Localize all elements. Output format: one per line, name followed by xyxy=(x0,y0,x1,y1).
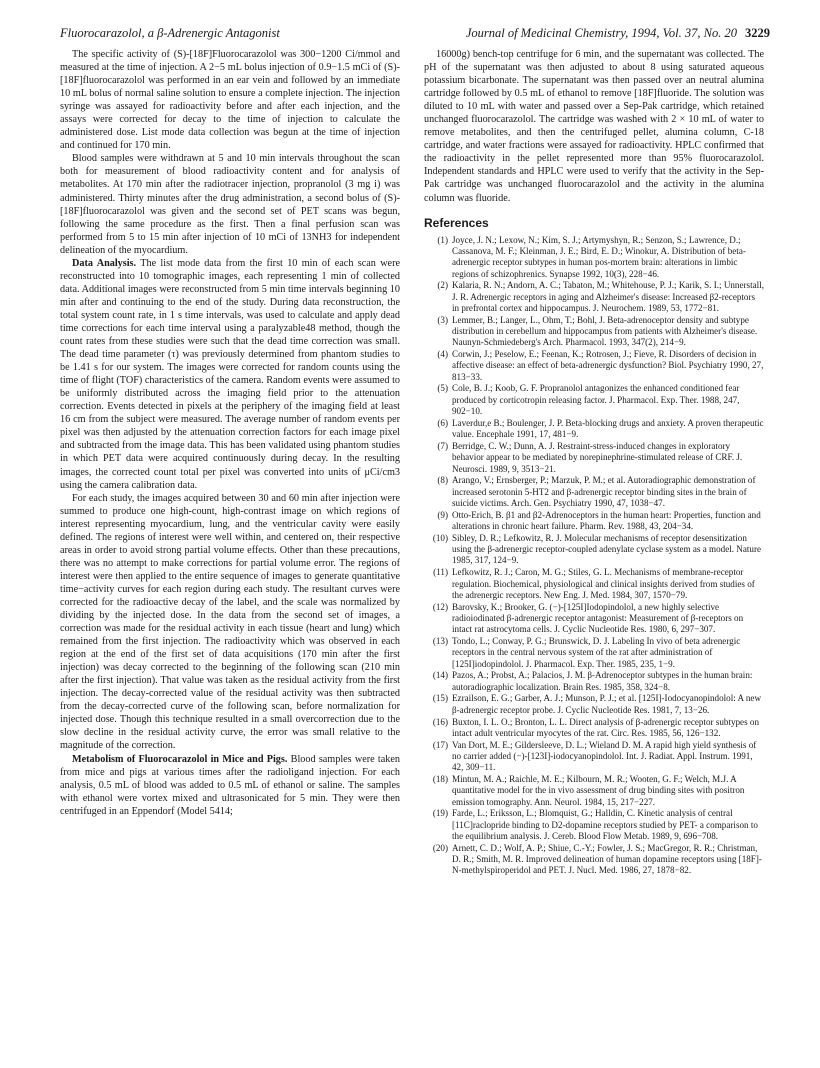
reference-text: Lemmer, B.; Langer, L., Ohm, T.; Bohl, J. Beta-adrenoceptor density and subtype distribution in cerebellum and hippocampus from patients with Alzheimer's disease. Naunyn-Schmiedeberg's Arch. Pharmacol. 1993, 347(2), 214−9. xyxy=(452,314,758,348)
reference-text: Cole, B. J.; Koob, G. F. Propranolol antagonizes the enhanced conditioned fear produced by corticotropin releasing factor. J. Pharmacol. Exp. Ther. 1988, 247, 902−10. xyxy=(452,383,740,417)
reference-item xyxy=(424,602,764,636)
reference-item xyxy=(424,567,764,601)
reference-number: (12) xyxy=(432,601,448,612)
reference-number: (3) xyxy=(437,314,448,325)
body-paragraph: The specific activity of (S)-[18F]Fluorocarazolol was 300−1200 Ci/mmol and measured at the time of injection. A 2−5 mL bolus injection of 0.9−1.5 mCi of (S)-[18F]fluorocarazolol was performed in an ear vein and followed by an immediate 10 mL bolus of normal saline solution to ensure a complete injection. The injection syringe was assayed for radioactivity before and after each injection, and the assays were corrected for decay to the time of injection to calculate the administered dose. List mode data collection was begun at the time of injection and continued for 170 min. xyxy=(60,49,400,152)
reference-text: Lefkowitz, R. J.; Caron, M. G.; Stiles, G. L. Mechanisms of membrane-receptor regulation. Biochemical, physiological and clinical insights derived from studies of the adrenergic receptors. New Eng. J. Med. 1984, 307, 1570−79. xyxy=(452,567,755,600)
body-paragraph: For each study, the images acquired between 30 and 60 min after injection were summed to produce one high-count, high-contrast image on which regions of interest representing myocardium, lung, and the ventricular cavity were easily defined. The regions of interest were well within, and centered on, their respective areas in order to avoid strong partial volume effects. Other than these precautions, there was no attempt to make corrections for partial volume error. The regions of interest were then applied to the entire sequence of images to generate quantitative time−activity curves for each region during each study. The resultant curves were corrected for the radioactive decay of the label, and the scale was normalized by dividing by the injected dose. In the data from the second set of images, a correction was made for the residual activity in each tissue (heart and lung) which remained from the first injection. The radioactivity which was observed in each region at the end of the first set of data acquisitions (170 min after the first injection) was decay corrected to the beginning of the following scan (210 min after the first injection). That value was taken as the residual activity from the first injection. The decay-corrected value of the residual activity was then subtracted from the decay-corrected curve of the following scan, before normalization for injected dose. Though this technique resulted in a small overcorrection due to the slow decline in the residual activity curve, the error was small relative to the magnitude of the correction. xyxy=(60,492,400,752)
left-column xyxy=(60,48,400,818)
reference-number: (8) xyxy=(437,475,448,486)
reference-text: Tondo, L.; Conway, P. G.; Brunswick, D. J. Labeling In vivo of beta adrenergic receptors in the central nervous system of the rat after administration of [125I]iodopindolol. J. Pharmacol. Exp. Ther. 1985, 235, 1−9. xyxy=(452,636,741,669)
right-column xyxy=(424,48,764,877)
body-paragraph xyxy=(60,257,400,492)
reference-item xyxy=(424,441,764,475)
reference-item xyxy=(424,717,764,740)
reference-number: (5) xyxy=(437,383,448,394)
body-paragraph: 16000g) bench-top centrifuge for 6 min, and the supernatant was collected. The pH of the supernatant was then adjusted to about 8 using saturated aqueous potassium bicarbonate. The supernatant was then passed over an neutral alumina cartridge followed by 0.5 mL of ethanol to remove [18F]fluoride. The solution was diluted to 10 mL with water and passed over a Sep-Pak cartridge, which retained unchanged fluorocarazolol. The cartridge was washed with 2 × 10 mL of water to remove metabolites, and then the centrifuged pellet, alumina column, C-18 cartridge, and water fractions were assayed for radioactivity. HPLC confirmed that the radioactivity in the pellet represented more than 95% fluorocarazolol. Independent standards and HPLC were used to verify that the activity in the Sep-Pak cartridge was unchanged fluorocarazolol and the activity in the alumina column was fluoride. xyxy=(424,49,764,204)
section-run-in-heading: Metabolism of Fluorocarazolol in Mice and Pigs. xyxy=(72,753,288,765)
reference-item xyxy=(424,843,764,877)
body-paragraph: Blood samples were withdrawn at 5 and 10 min intervals throughout the scan both for measurement of blood radioactivity content and for analysis of metabolites. At 170 min after the radiotracer injection, propranolol (3 mg i) was administered. Thirty minutes after the drug administration, a second bolus of (S)-[18F]fluorocarazolol was given and the second set of PET scans was begun, following the same procedure as the first. Then a final perfusion scan was performed from 5 to 15 min after injection of 10 mCi of 13NH3 for independent delineation of the myocardium. xyxy=(60,153,400,256)
page-number: 3229 xyxy=(745,26,770,40)
reference-text: Buxton, I. L. O.; Bronton, L. L. Direct analysis of β-adrenergic receptor subtypes on intact adult ventricular myocytes of the rat. Circ. Res. 1985, 56, 126−132. xyxy=(452,716,760,738)
reference-text: Arango, V.; Ernsberger, P.; Marzuk, P. M.; et al. Autoradiographic demonstration of increased serotonin 5-HT2 and β-adrenergic receptor binding sites in the brain of suicide victims. Arch. Gen. Psychiatry 1990, 47, 1038−47. xyxy=(452,475,756,508)
reference-number: (7) xyxy=(437,440,448,451)
references-heading: References xyxy=(424,215,489,230)
running-title: Fluorocarazolol, a β-Adrenergic Antagonist xyxy=(60,26,280,40)
reference-item xyxy=(424,315,764,349)
journal-citation xyxy=(466,26,770,41)
reference-text: Ezrailson, E. G.; Garber, A. J.; Munson, P. J.; et al. [125I]-Iodocyanopindolol: A new β-adrenergic receptor probe. J. Cyclic Nucleotide Res. 1981, 7, 13−26. xyxy=(452,693,762,715)
reference-text: Otto-Erich, B. β1 and β2-Adrenoceptors in the human heart: Properties, function and alterations in chronic heart failure. Pharm. Rev. 1988, 43, 204−34. xyxy=(452,509,761,532)
running-header xyxy=(60,26,770,42)
reference-item xyxy=(424,740,764,774)
references-list xyxy=(424,235,764,877)
paragraph-text: The list mode data from the first 10 min of each scan were reconstructed into 10 tomographic images, each representing 1 min of collected data. Additional images were reconstructed from 5 min time intervals beginning 10 min after and continuing to the end of the study. During data reconstruction, the total system count rate, in 1 s time intervals, was used to calculate and apply dead time corrections for each time interval using a paralyzable48 method, though the count rates from these studies were such that the dead time correction was small. The dead time parameter (τ) was previously determined from phantom studies to be 1.41 s for our system. The images were corrected for random counts using the time of flight (TOF) characteristics of the camera. Random events were assumed to be uniformly distributed across the imaging field prior to the attenuation correction. Events detected in pixels at the periphery of the imaging field at least 16 cm from the subject were measured. The average number of random events per pixel was then adjusted by the attenuation correction factors for each image pixel and subtracted from the image data. This has been validated using phantom studies in which PET data were acquired continuously during decay. In the resulting images, the corrected count total per pixel was converted into units of μCi/cm3 using the camera calibration data. xyxy=(60,257,400,491)
reference-number: (20) xyxy=(432,842,448,853)
reference-item xyxy=(424,533,764,567)
section-run-in-heading: Data Analysis. xyxy=(72,257,137,269)
reference-number: (10) xyxy=(432,532,448,543)
reference-text: Arnett, C. D.; Wolf, A. P.; Shiue, C.-Y.; Fowler, J. S.; MacGregor, R. R.; Christman, D. R.; Smith, M. R. Improved delineation of human dopamine receptors using [18F]-N-methylspiroperidol and PET. J. Nucl. Med. 1986, 27, 1878−82. xyxy=(452,842,762,876)
reference-number: (18) xyxy=(432,774,448,785)
reference-text: Mintun, M. A.; Raichle, M. E.; Kilbourn, M. R.; Wooten, G. F.; Welch, M.J. A quantitative model for the in vivo assessment of drug binding sites with positron emission tomography. Ann. Neurol. 1984, 15, 217−227. xyxy=(452,774,745,807)
reference-number: (1) xyxy=(437,234,448,245)
reference-item xyxy=(424,670,764,693)
reference-text: Pazos, A.; Probst, A.; Palacios, J. M. β-Adrenoceptor subtypes in the human brain: autoradiographic localization. Brain Res. 1985, 358, 324−8. xyxy=(452,670,753,692)
reference-item xyxy=(424,774,764,808)
reference-number: (16) xyxy=(432,716,448,727)
body-paragraph xyxy=(60,753,400,818)
reference-number: (14) xyxy=(432,670,448,681)
reference-text: Van Dort, M. E.; Gildersleeve, D. L.; Wieland D. M. A rapid high yield synthesis of no carrier added (−)-[123I]-iodocyanopindolol. Int. J. Radiat. Appl. Instrum. 1991, 42, 309−11. xyxy=(452,739,757,773)
reference-item xyxy=(424,636,764,670)
reference-text: Farde, L.; Eriksson, L.; Blomquist, G.; Halldin, C. Kinetic analysis of central [11C]raclopride binding to D2-dopamine receptors studied by PET- a comparison to the equilibrium analysis. J. Cereb. Blood Flow Metab. 1989, 9, 696−708. xyxy=(452,808,758,842)
reference-item xyxy=(424,418,764,441)
reference-item xyxy=(424,808,764,842)
reference-text: Laverdur,e B.; Boulenger, J. P. Beta-blocking drugs and anxiety. A proven therapeutic value. Encephale 1991, 17, 481−9. xyxy=(452,417,764,440)
reference-number: (9) xyxy=(437,509,448,520)
reference-number: (19) xyxy=(432,808,448,819)
reference-text: Joyce, J. N.; Lexow, N.; Kim, S. J.; Artymyshyn, R.; Senzon, S.; Lawrence, D.; Cassanova, M. F.; Kleinman, J. E.; Bird, E. D.; Winokur, A. Distribution of beta-adrenergic receptor subtypes in human pos-mortem brain: alterations in limbic regions of schizophrenics. Synapse 1992, 10(3), 228−46. xyxy=(452,234,746,279)
reference-item xyxy=(424,349,764,383)
reference-item xyxy=(424,383,764,417)
reference-text: Sibley, D. R.; Lefkowitz, R. J. Molecular mechanisms of receptor desensitization using the β-adrenergic receptor-coupled adenylate cyclase system as a model. Nature 1985, 317, 124−9. xyxy=(452,532,762,566)
reference-text: Kalaria, R. N.; Andorn, A. C.; Tabaton, M.; Whitehouse, P. J.; Karik, S. I.; Unnerstall, J. R. Adrenergic receptors in aging and Alzheimer's disease: Increased β2-receptors in prefrontal cortex and hippocampus. J. Neurochem. 1989, 53, 1772−81. xyxy=(452,280,764,313)
reference-text: Barovsky, K.; Brooker, G. (−)-[125I]Iodopindolol, a new highly selective radioiodinated β-adrenergic receptor antagonist: Measurement of β-receptors on intact rat astrocytoma cells. J. Cyclic Nucleotide Res. 1980, 6, 297−307. xyxy=(452,601,744,635)
reference-item xyxy=(424,280,764,314)
reference-number: (11) xyxy=(433,567,448,578)
reference-number: (13) xyxy=(432,636,448,646)
reference-number: (15) xyxy=(432,693,448,704)
reference-number: (4) xyxy=(437,349,448,360)
reference-item xyxy=(424,235,764,280)
reference-number: (6) xyxy=(437,417,448,428)
reference-item xyxy=(424,475,764,509)
reference-item xyxy=(424,693,764,716)
reference-text: Berridge, C. W.; Dunn, A. J. Restraint-stress-induced changes in exploratory behavior appear to be mediated by norepinephrine-stimulated release of CRF. J. Neurosci. 1989, 9, 3513−21. xyxy=(452,440,743,474)
journal-name: Journal of Medicinal Chemistry, 1994, Vol. 37, No. 20 xyxy=(465,26,737,40)
reference-text: Corwin, J.; Peselow, E.; Feenan, K.; Rotrosen, J.; Fieve, R. Disorders of decision in affective disease: an effect of beta-adrenergic dysfunction? Biol. Psychiatry 1990, 27, 813−33. xyxy=(452,349,764,382)
reference-number: (17) xyxy=(432,739,448,750)
reference-item xyxy=(424,510,764,533)
paragraph-text: Blood samples were taken from mice and pigs at various times after the radioligand injection. For each analysis, 0.5 mL of blood was added to 0.5 mL of ethanol or saline. The samples with ethanol were vortex mixed and ultrasonicated for 5 min. They were then centrifuged in an Eppendorf (Model 5414; xyxy=(60,753,400,817)
reference-number: (2) xyxy=(437,280,448,291)
